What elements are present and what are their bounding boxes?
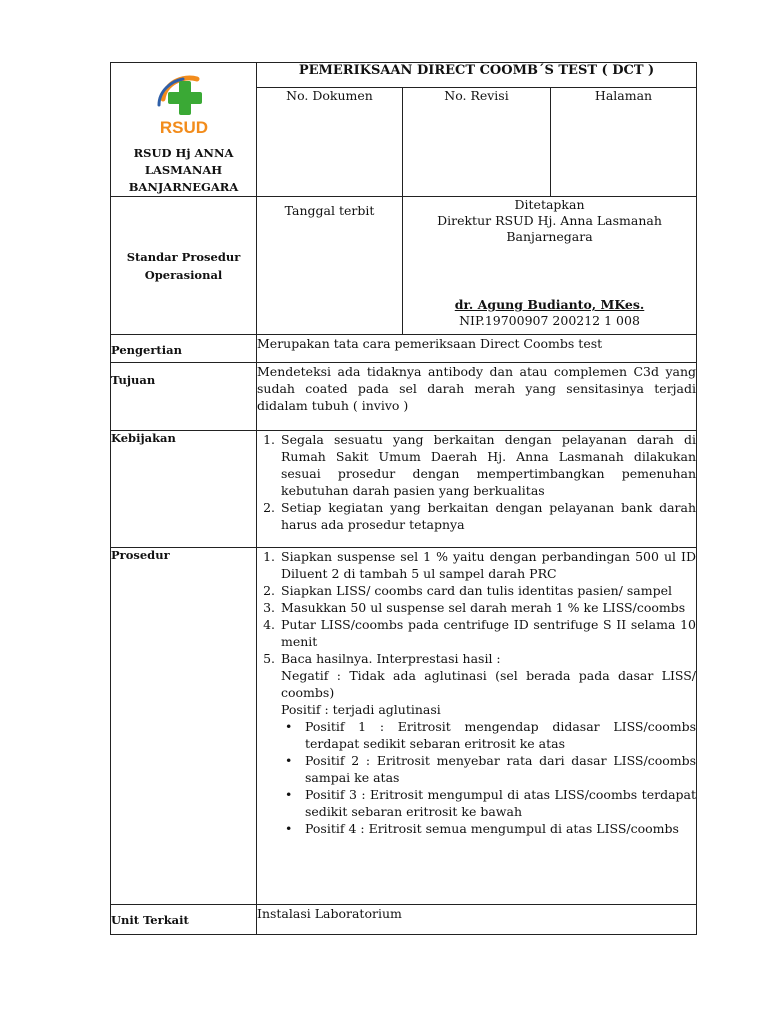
positif-text: Positif : terjadi aglutinasi	[281, 702, 441, 717]
rsud-logo-icon	[149, 69, 219, 139]
approval-block	[403, 197, 697, 335]
ditetapkan-label: Ditetapkan	[514, 197, 585, 212]
tujuan-text: Mendeteksi ada tidaknya antibody dan atau complemen C3d yang sudah coated pada sel darah merah yang sensitasinya terjadi didalam tubuh ( invivo )	[257, 363, 697, 431]
pengertian-label: Pengertian	[111, 335, 257, 363]
list-item	[279, 650, 696, 718]
sop-table	[110, 62, 697, 935]
list-item: • Positif 1 : Eritrosit mengendap didasar LISS/coombs terdapat sedikit sebaran eritrosit ke atas	[285, 718, 696, 752]
document-title: PEMERIKSAAN DIRECT COOMB´S TEST ( DCT )	[257, 63, 697, 88]
list-item: • Positif 4 : Eritrosit semua mengumpul di atas LISS/coombs	[285, 820, 696, 837]
negatif-text: Negatif : Tidak ada aglutinasi (sel berada pada dasar LISS/ coombs)	[281, 668, 697, 700]
list-item: 1. Siapkan suspense sel 1 % yaitu dengan perbandingan 500 ul ID Diluent 2 di tambah 5 ul sampel darah PRC	[279, 548, 696, 582]
doc-type-line1: Standar Prosedur	[126, 249, 241, 264]
kebijakan-label: Kebijakan	[111, 431, 257, 548]
list-item: 2. Siapkan LISS/ coombs card dan tulis identitas pasien/ sampel	[279, 582, 696, 599]
list-item: 4. Putar LISS/coombs pada centrifuge ID sentrifuge S II selama 10 menit	[279, 616, 696, 650]
rsud-logo	[149, 69, 219, 139]
signer-nip: NIP.19700907 200212 1 008	[459, 313, 640, 328]
doc-type-cell	[111, 197, 257, 335]
no-dokumen-header: No. Dokumen	[257, 88, 403, 197]
no-revisi-header: No. Revisi	[403, 88, 551, 197]
list-item: 1. Segala sesuatu yang berkaitan dengan pelayanan darah di Rumah Sakit Umum Daerah Hj. Anna Lasmanah dilakukan sesuai prosedur dengan mempertimbangkan pemenuhan kebutuhan darah pasien yang berkualitas	[279, 431, 696, 499]
unit-terkait-label: Unit Terkait	[111, 905, 257, 935]
org-block	[111, 63, 257, 197]
signer-name: dr. Agung Budianto, MKes.	[454, 297, 645, 312]
prosedur-label: Prosedur	[111, 548, 257, 905]
direktur-line1: Direktur RSUD Hj. Anna Lasmanah	[437, 213, 662, 228]
list-item: • Positif 3 : Eritrosit mengumpul di atas LISS/coombs terdapat sedikit sebaran eritrosit ke bawah	[285, 786, 696, 820]
org-name-line2: LASMANAH	[144, 163, 223, 177]
unit-terkait-text: Instalasi Laboratorium	[257, 905, 697, 935]
positif-levels-list	[257, 718, 696, 837]
halaman-header: Halaman	[551, 88, 697, 197]
list-item: 2. Setiap kegiatan yang berkaitan dengan pelayanan bank darah harus ada prosedur tetapnya	[279, 499, 696, 533]
tujuan-label: Tujuan	[111, 363, 257, 431]
kebijakan-content	[257, 431, 697, 548]
svg-text:RSUD: RSUD	[159, 118, 208, 137]
org-name-line3: BANJARNEGARA	[128, 180, 239, 194]
interpretation-intro: Baca hasilnya. Interprestasi hasil :	[281, 651, 501, 666]
doc-type-line2: Operasional	[144, 267, 223, 282]
org-name-line1: RSUD Hj ANNA	[133, 146, 234, 160]
sop-document	[110, 62, 696, 935]
kebijakan-list	[257, 431, 696, 533]
pengertian-text: Merupakan tata cara pemeriksaan Direct Coombs test	[257, 335, 697, 363]
list-item: 3. Masukkan 50 ul suspense sel darah merah 1 % ke LISS/coombs	[279, 599, 696, 616]
list-item: • Positif 2 : Eritrosit menyebar rata dari dasar LISS/coombs sampai ke atas	[285, 752, 696, 786]
prosedur-list	[257, 548, 696, 718]
direktur-line2: Banjarnegara	[506, 229, 593, 244]
prosedur-content	[257, 548, 697, 905]
tanggal-terbit: Tanggal terbit	[257, 197, 403, 335]
